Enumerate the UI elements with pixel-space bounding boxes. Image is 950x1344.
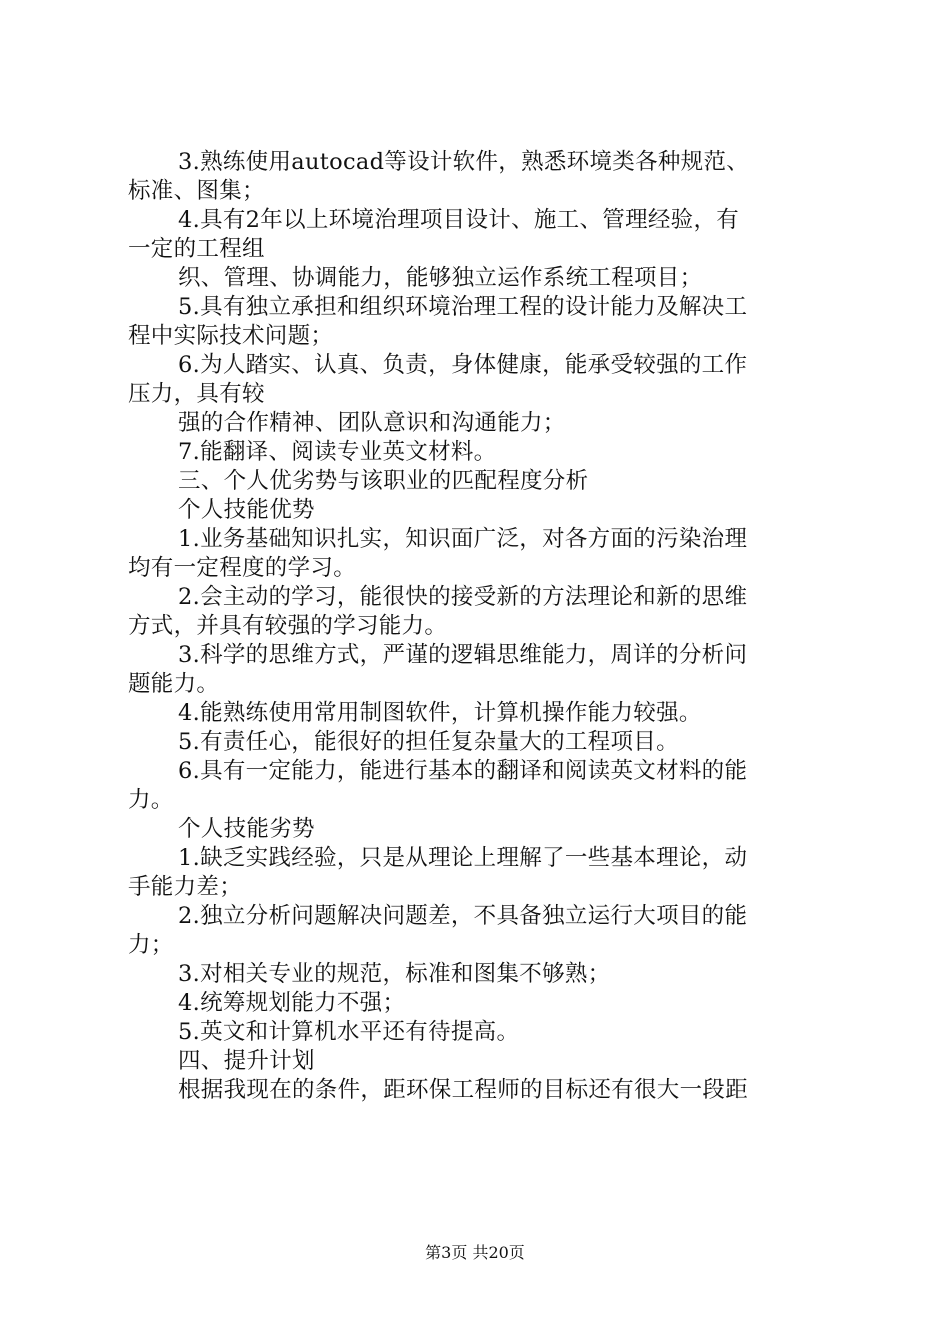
text-line: 4.具有2年以上环境治理项目设计、施工、管理经验，有 (178, 207, 740, 233)
text-line: 1.业务基础知识扎实，知识面广泛，对各方面的污染治理 (178, 526, 748, 552)
subsection-heading: 个人技能劣势 (178, 816, 315, 842)
text-line: 根据我现在的条件，距环保工程师的目标还有很大一段距 (178, 1077, 749, 1103)
text-line: 标准、图集； (128, 178, 265, 204)
text-line: 6.为人踏实、认真、负责，身体健康，能承受较强的工作 (178, 352, 748, 378)
document-body (128, 148, 832, 1105)
text-line: 3.科学的思维方式，严谨的逻辑思维能力，周详的分析问 (178, 642, 748, 668)
text-line: 压力，具有较 (128, 381, 265, 407)
text-line: 手能力差； (128, 874, 243, 900)
text-line: 一定的工程组 (128, 236, 265, 262)
page-number-footer: 第3页 共20页 (425, 1243, 525, 1262)
text-line: 3.对相关专业的规范，标准和图集不够熟； (178, 961, 611, 987)
text-line: 力； (128, 932, 174, 958)
section-heading: 三、个人优劣势与该职业的匹配程度分析 (178, 468, 589, 494)
text-line: 4.统筹规划能力不强； (178, 990, 406, 1016)
text-line: 均有一定程度的学习。 (128, 555, 357, 581)
text-line: 7.能翻译、阅读专业英文材料。 (178, 439, 497, 465)
text-line: 1.缺乏实践经验，只是从理论上理解了一些基本理论，动 (178, 845, 748, 871)
text-line: 题能力。 (128, 671, 220, 697)
text-line: 5.英文和计算机水平还有待提高。 (178, 1019, 520, 1045)
text-line: 织、管理、协调能力，能够独立运作系统工程项目； (178, 265, 703, 291)
section-heading: 四、提升计划 (178, 1048, 315, 1074)
text-line: 4.能熟练使用常用制图软件，计算机操作能力较强。 (178, 700, 702, 726)
text-line: 6.具有一定能力，能进行基本的翻译和阅读英文材料的能 (178, 758, 748, 784)
text-line: 强的合作精神、团队意识和沟通能力； (178, 410, 566, 436)
text-line: 程中实际技术问题； (128, 323, 334, 349)
text-line: 2.会主动的学习，能很快的接受新的方法理论和新的思维 (178, 584, 748, 610)
text-line: 力。 (128, 787, 174, 813)
subsection-heading: 个人技能优势 (178, 497, 315, 523)
text-line: 5.有责任心，能很好的担任复杂量大的工程项目。 (178, 729, 679, 755)
text-line: 5.具有独立承担和组织环境治理工程的设计能力及解决工 (178, 294, 748, 320)
text-line: 2.独立分析问题解决问题差，不具备独立运行大项目的能 (178, 903, 748, 929)
text-line: 3.熟练使用autocad等设计软件，熟悉环境类各种规范、 (178, 149, 750, 175)
text-line: 方式，并具有较强的学习能力。 (128, 613, 448, 639)
